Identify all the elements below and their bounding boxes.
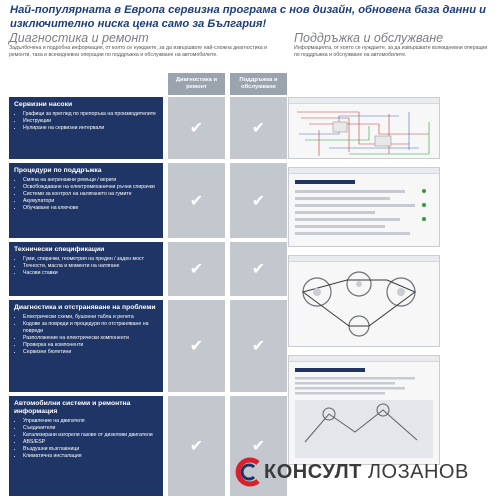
category-list [14, 314, 158, 355]
list-item: • ABS/ESP [23, 439, 158, 446]
category-title: Процедури по поддръжка [14, 167, 102, 174]
check-icon: ✔ [189, 192, 204, 210]
check-icon: ✔ [189, 261, 204, 278]
list-item: • Проверка на компоненти [23, 342, 158, 349]
check-cell-maintenance [230, 242, 287, 296]
check-cell-diagnostics [168, 242, 225, 296]
check-cell-diagnostics [168, 97, 225, 159]
category-list [14, 418, 158, 459]
check-icon: ✔ [251, 438, 266, 455]
category-cell [9, 97, 163, 159]
service-schedule-image [289, 174, 439, 247]
list-item: • Климатична инсталация [23, 453, 158, 460]
headline: Най-популярната в Европа сервизна програма с нов дизайн, обновена база данни и изключително ниска цена само за България! [10, 4, 486, 30]
list-item: • Инструкции [23, 118, 158, 125]
check-cell-maintenance [230, 163, 287, 238]
feature-table [9, 97, 292, 500]
category-cell [9, 242, 163, 296]
list-item: • Течности, масла и моменти на натягане [23, 263, 158, 270]
category-title: Автомобилни системи и ремонтна информация [14, 400, 131, 415]
list-item: • Съединители [23, 425, 158, 432]
list-item: • Графици за преглед по препоръка на производителите [23, 111, 158, 118]
list-item: • Разположение на електрически компоненти [23, 335, 158, 342]
list-item: • Нулиране на сервизни интервали [23, 125, 158, 132]
left-column-description: Задълбочена и подробна информация, от която се нуждаете, за да извършвате най-сложна диагностика и ремонти, така и всекидневни операции по поддръжка и обслужване на автомобилите. [9, 45, 268, 58]
check-icon: ✔ [189, 438, 204, 455]
list-item: • Сервизни бюлетини [23, 349, 158, 356]
table-row [9, 242, 292, 296]
table-headers [168, 73, 287, 95]
list-item: • Системи за контрол на налягането на гумите [23, 191, 158, 198]
left-column-title: Диагностика и ремонт [9, 31, 149, 45]
check-cell-diagnostics [168, 163, 225, 238]
check-icon: ✔ [189, 338, 204, 355]
category-title: Сервизни насоки [14, 101, 73, 108]
list-item: • Гуми, спирачки, геометрия на преден / заден мост [23, 256, 158, 263]
check-icon: ✔ [251, 120, 266, 137]
category-list [14, 111, 158, 132]
list-item: • Катализирани изгорели газове от дизелови двигатели [23, 432, 158, 439]
check-cell-maintenance [230, 300, 287, 392]
check-cell-diagnostics [168, 396, 225, 496]
list-item: • Кодове за повреди и процедури по отстраняване на повреди [23, 321, 158, 335]
header-maintenance: Поддръжка и обслужване [230, 73, 287, 95]
wiring-diagram-image [289, 104, 439, 159]
diagnostic-image [289, 362, 439, 465]
category-list [14, 177, 158, 212]
list-item: • Електрически схеми, бушонни табла и релета [23, 314, 158, 321]
service-schedule-screenshot [288, 167, 440, 247]
right-column-description: Информацията, от която се нуждаете, за да извършвате всекидневни операции по поддръжка и обслужване на автомобилите. [294, 45, 488, 58]
timing-belt-image [289, 262, 439, 347]
table-row [9, 97, 292, 159]
category-list [14, 256, 158, 277]
logo-mark-icon [232, 457, 262, 487]
category-title: Диагностика и отстраняване на проблеми [14, 304, 156, 311]
category-cell [9, 396, 163, 496]
category-cell [9, 300, 163, 392]
list-item: • Часови ставки [23, 270, 158, 277]
check-icon: ✔ [251, 338, 266, 355]
list-item: • Въздушни възглавници [23, 446, 158, 453]
check-cell-maintenance [230, 97, 287, 159]
list-item: • Смяна на ангренажни ремъци / вериги [23, 177, 158, 184]
check-icon: ✔ [251, 192, 266, 210]
check-icon: ✔ [189, 120, 204, 137]
header-diagnostics: Диагностика и ремонт [168, 73, 225, 95]
brand-name-rest: ЛОЗАНОВ [367, 460, 469, 483]
software-screenshots [288, 97, 484, 473]
list-item: • Обучаване на ключове [23, 205, 158, 212]
wiring-diagram-screenshot [288, 97, 440, 159]
category-cell [9, 163, 163, 238]
list-item: • Управление на двигателя [23, 418, 158, 425]
list-item: • Освобождаване на електромеханични ръчни спирачки [23, 184, 158, 191]
brand-name-bold: КОНСУЛТ [264, 460, 362, 483]
check-cell-diagnostics [168, 300, 225, 392]
timing-belt-screenshot [288, 255, 440, 347]
category-title: Технически спецификации [14, 246, 105, 253]
table-row [9, 300, 292, 392]
right-column-title: Поддръжка и обслужване [294, 31, 444, 45]
brand-logo [232, 457, 469, 487]
list-item: • Акумулатори [23, 198, 158, 205]
table-row [9, 163, 292, 238]
diagnostic-trouble-code-screenshot [288, 355, 440, 465]
brand-name [264, 461, 469, 484]
check-icon: ✔ [251, 261, 266, 278]
